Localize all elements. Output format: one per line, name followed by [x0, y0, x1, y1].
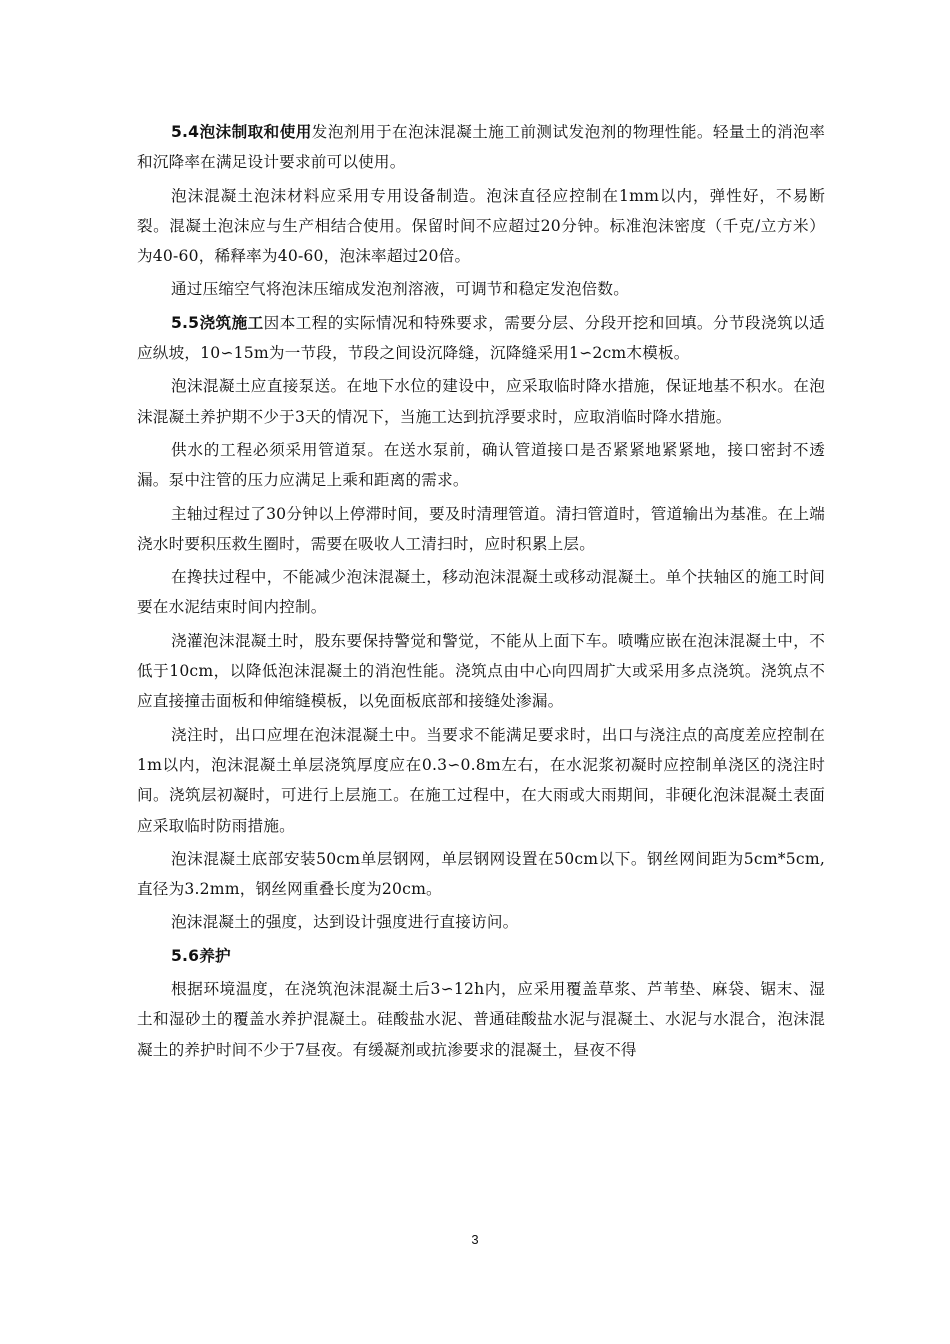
paragraph [137, 974, 825, 1065]
paragraph [137, 274, 825, 304]
page-number: 3 [471, 1232, 479, 1247]
section-heading-5-4: 5.4泡沫制取和使用 [171, 123, 312, 141]
paragraph-5-4 [137, 117, 825, 178]
paragraph-text: 在搀扶过程中，不能减少泡沫混凝土，移动泡沫混凝土或移动混凝土。单个扶轴区的施工时间要在水泥结束时间内控制。 [137, 568, 825, 617]
paragraph-5-6 [137, 941, 825, 971]
paragraph-text: 泡沫混凝土应直接泵送。在地下水位的建设中，应采取临时降水措施，保证地基不积水。在泡沫混凝土养护期不少于3天的情况下，当施工达到抗浮要求时，应取消临时降水措施。 [137, 377, 825, 426]
paragraph [137, 720, 825, 841]
paragraph-text: 供水的工程必须采用管道泵。在送水泵前，确认管道接口是否紧紧地紧紧地，接口密封不透漏。泵中注管的压力应满足上乘和距离的需求。 [137, 440, 825, 490]
paragraph-text: 浇灌泡沫混凝土时，股东要保持警觉和警觉，不能从上面下车。喷嘴应嵌在泡沫混凝土中，不低于10cm，以降低泡沫混凝土的消泡性能。浇筑点由中心向四周扩大或采用多点浇筑。浇筑点不应直接撞击面板和伸缩缝模板，以免面板底部和接缝处渗漏。 [137, 631, 825, 711]
paragraph [137, 181, 825, 272]
paragraph-5-5 [137, 308, 825, 369]
paragraph-text: 根据环境温度，在浇筑泡沫混凝土后3∽12h内，应采用覆盖草浆、芦苇垫、麻袋、锯末、湿土和湿砂土的覆盖水养护混凝土。硅酸盐水泥、普通硅酸盐水泥与混凝土、水泥与水混合，泡沫混凝土的养护时间不少于7昼夜。有缓凝剂或抗渗要求的混凝土，昼夜不得 [137, 980, 825, 1059]
paragraph [137, 499, 825, 560]
paragraph [137, 844, 825, 905]
paragraph-text: 泡沫混凝土泡沫材料应采用专用设备制造。泡沫直径应控制在1mm以内，弹性好，不易断裂。混凝土泡沫应与生产相结合使用。保留时间不应超过20分钟。标准泡沫密度（千克/立方米）为40-60，稀释率为40-60，泡沫率超过20倍。 [137, 186, 825, 266]
paragraph-text: 发泡剂用于在泡沫混凝土施工前测试发泡剂的物理性能。轻量土的消泡率和沉降率在满足设计要求前可以使用。 [137, 123, 825, 172]
paragraph [137, 907, 825, 937]
paragraph [137, 562, 825, 623]
document-body [137, 117, 825, 1068]
paragraph [137, 371, 825, 432]
paragraph [137, 435, 825, 496]
paragraph-text: 主轴过程过了30分钟以上停滞时间，要及时清理管道。清扫管道时，管道输出为基准。在上端浇水时要积压救生圈时，需要在吸收人工清扫时，应时积累上层。 [137, 504, 825, 553]
paragraph [137, 626, 825, 717]
section-heading-5-6: 5.6养护 [171, 946, 231, 965]
paragraph-text: 泡沫混凝土的强度，达到设计强度进行直接访问。 [171, 913, 519, 932]
paragraph-text: 泡沫混凝土底部安装50cm单层钢网，单层钢网设置在50cm以下。钢丝网间距为5cm*5cm,直径为3.2mm，钢丝网重叠长度为20cm。 [137, 849, 825, 899]
section-heading-5-5: 5.5浇筑施工 [171, 313, 264, 332]
paragraph-text: 因本工程的实际情况和特殊要求，需要分层、分段开挖和回填。分节段浇筑以适应纵坡，10∽15m为一节段，节段之间设沉降缝，沉降缝采用1∽2cm木模板。 [137, 313, 825, 363]
paragraph-text: 浇注时，出口应埋在泡沫混凝土中。当要求不能满足要求时，出口与浇注点的高度差应控制在1m以内，泡沫混凝土单层浇筑厚度应在0.3∽0.8m左右，在水泥浆初凝时应控制单浇区的浇注时间。浇筑层初凝时，可进行上层施工。在施工过程中，在大雨或大雨期间，非硬化泡沫混凝土表面应采取临时防雨措施。 [137, 725, 825, 835]
paragraph-text: 通过压缩空气将泡沫压缩成发泡剂溶液，可调节和稳定发泡倍数。 [171, 280, 630, 299]
